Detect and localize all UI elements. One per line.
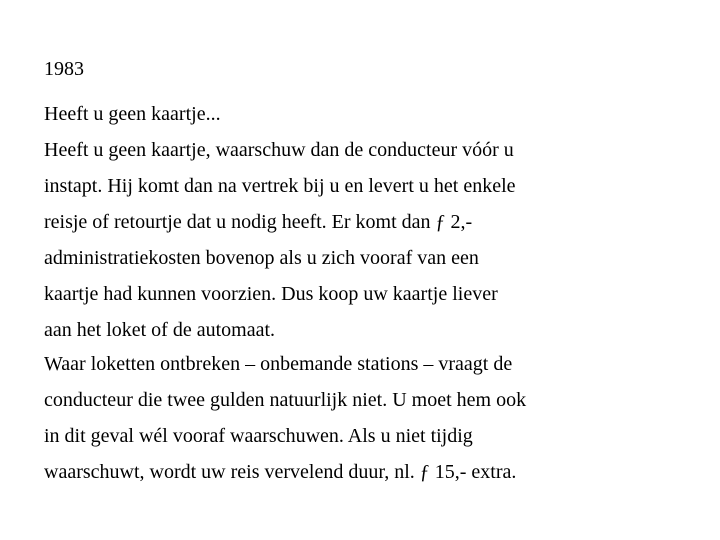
paragraph-1 (44, 96, 516, 348)
text-line: administratiekosten bovenop als u zich vooraf van een (44, 247, 479, 269)
text-line: kaartje had kunnen voorzien. Dus koop uw kaartje liever (44, 283, 498, 305)
paragraph-2 (44, 346, 526, 490)
text-line: reisje of retourtje dat u nodig heeft. Er komt dan ƒ 2,- (44, 211, 473, 233)
text-line: instapt. Hij komt dan na vertrek bij u en levert u het enkele (44, 175, 516, 197)
text-line: waarschuwt, wordt uw reis vervelend duur, nl. ƒ 15,- extra. (44, 461, 517, 483)
text-line: aan het loket of de automaat. (44, 319, 276, 341)
text-line: conducteur die twee gulden natuurlijk niet. U moet hem ook (44, 389, 527, 411)
year-heading: 1983 (44, 58, 84, 80)
text-line: Heeft u geen kaartje, waarschuw dan de conducteur vóór u (44, 139, 514, 161)
text-line: in dit geval wél vooraf waarschuwen. Als u niet tijdig (44, 425, 473, 447)
text-line: Heeft u geen kaartje... (44, 103, 221, 125)
text-line: Waar loketten ontbreken – onbemande stations – vraagt de (44, 353, 513, 375)
